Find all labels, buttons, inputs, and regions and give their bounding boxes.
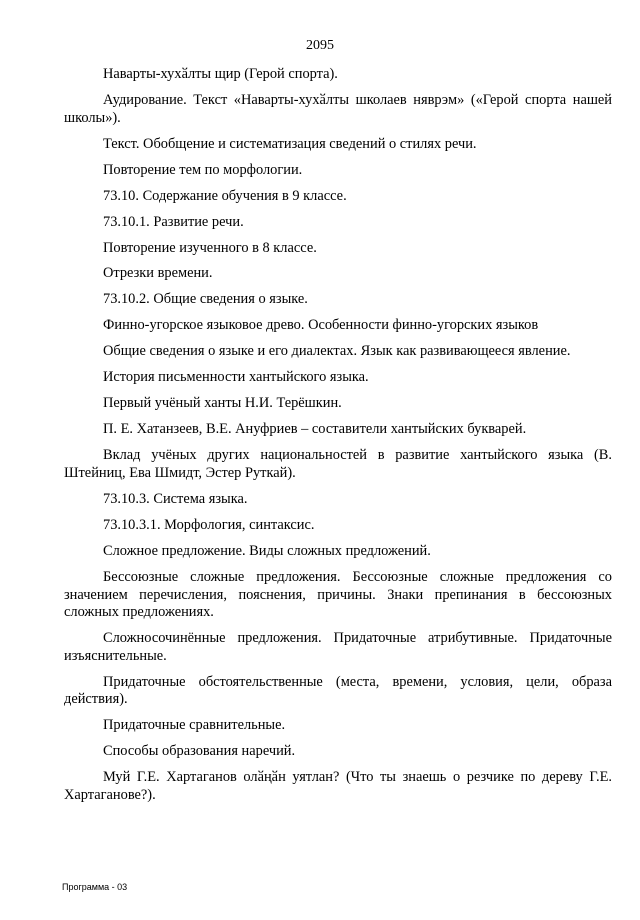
section-heading: 73.10.2. Общие сведения о языке. — [103, 291, 308, 308]
paragraph: История письменности хантыйского языка. — [103, 369, 369, 386]
paragraph: Отрезки времени. — [103, 265, 213, 282]
paragraph: П. Е. Хатанзеев, В.Е. Ануфриев – составители хантыйских букварей. — [103, 421, 527, 438]
section-heading: 73.10.1. Развитие речи. — [103, 213, 244, 230]
paragraph: Повторение тем по морфологии. — [103, 161, 303, 178]
paragraph: Придаточные обстоятельственные (места, времени, условия, цели, образа действия). — [64, 673, 612, 708]
paragraph: Финно-угорское языковое древо. Особенности финно-угорских языков — [103, 317, 539, 334]
page-number: 2095 — [306, 38, 334, 53]
paragraph: Вклад учёных других национальностей в развитие хантыйского языка (В. Штейниц, Ева Шмидт, Эстер Руткай). — [64, 447, 612, 481]
paragraph: Способы образования наречий. — [103, 743, 296, 760]
document-body — [64, 66, 612, 813]
paragraph: Сложносочинённые предложения. Придаточные атрибутивные. Придаточные изъяснительные. — [64, 630, 612, 664]
section-heading: 73.10.3.1. Морфология, синтаксис. — [103, 516, 315, 533]
paragraph: Первый учёный ханты Н.И. Терёшкин. — [103, 395, 342, 412]
paragraph: Аудирование. Текст «Наварты-хухӑлты школаев няврэм» («Герой спорта нашей школы»). — [64, 91, 612, 126]
section-heading: 73.10. Содержание обучения в 9 классе. — [103, 187, 347, 204]
paragraph: Текст. Обобщение и систематизация сведений о стилях речи. — [103, 135, 477, 152]
footer-note: Программа - 03 — [62, 882, 128, 892]
paragraph: Придаточные сравнительные. — [103, 717, 286, 734]
paragraph: Общие сведения о языке и его диалектах. Язык как развивающееся явление. — [103, 343, 571, 360]
paragraph: Муй Г.Е. Хартаганов олӑңӑн уятлан? (Что ты знаешь о резчике по дереву Г.Е. Хартаганове?). — [64, 769, 612, 803]
paragraph: Наварты-хухӑлты щир (Герой спорта). — [103, 66, 338, 82]
section-heading: 73.10.3. Система языка. — [103, 490, 248, 507]
paragraph: Повторение изученного в 8 классе. — [103, 239, 317, 256]
paragraph: Бессоюзные сложные предложения. Бессоюзные сложные предложения со значением перечисления, пояснения, причины. Знаки препинания в бессоюзных сложных предложениях. — [64, 568, 612, 621]
paragraph: Сложное предложение. Виды сложных предложений. — [103, 542, 431, 559]
